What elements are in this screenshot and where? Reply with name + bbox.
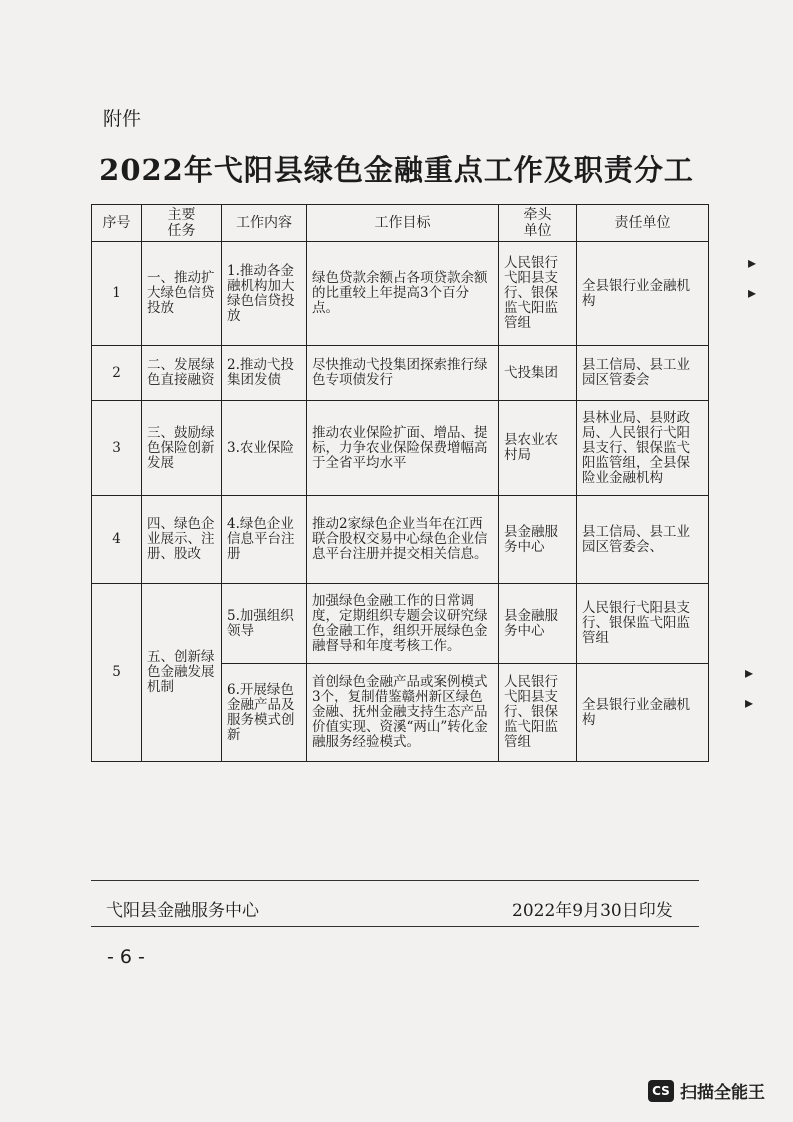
footer-top-rule (91, 880, 699, 881)
row-number: 5 (92, 584, 142, 762)
page-number: - 6 - (107, 946, 145, 968)
responsibility-table (91, 204, 709, 762)
row-resp: 全县银行业金融机构 (577, 664, 709, 762)
row-number: 4 (92, 496, 142, 584)
scan-mark: ▸ (748, 283, 757, 302)
issue-date: 2022年9月30日印发 (512, 901, 673, 921)
table-row (92, 242, 709, 346)
scan-mark: ▸ (745, 663, 754, 682)
row-resp: 县工信局、县工业园区管委会、 (577, 496, 709, 584)
row-content: 4.绿色企业信息平台注册 (222, 496, 307, 584)
row-task: 四、绿色企业展示、注册、股改 (142, 496, 222, 584)
header-lead: 牵头 单位 (499, 205, 577, 242)
scan-mark: ▸ (748, 253, 757, 272)
row-resp: 县工信局、县工业园区管委会 (577, 346, 709, 401)
row-resp: 全县银行业金融机构 (577, 242, 709, 346)
header-content: 工作内容 (222, 205, 307, 242)
header-task: 主要 任务 (142, 205, 222, 242)
row-number: 3 (92, 401, 142, 496)
row-task: 一、推动扩大绿色信贷投放 (142, 242, 222, 346)
row-lead: 县金融服务中心 (499, 584, 577, 664)
row-task: 二、发展绿色直接融资 (142, 346, 222, 401)
row-content: 5.加强组织领导 (222, 584, 307, 664)
camscanner-logo-icon: CS (648, 1080, 674, 1102)
table-row (92, 496, 709, 584)
row-lead: 县金融服务中心 (499, 496, 577, 584)
row-goal: 首创绿色金融产品或案例模式3个，复制借鉴赣州新区绿色金融、抚州金融支持生态产品价值实现、资溪“两山”转化金融服务经验模式。 (307, 664, 499, 762)
header-goal: 工作目标 (307, 205, 499, 242)
row-goal: 推动农业保险扩面、增品、提标，力争农业保险保费增幅高于全省平均水平 (307, 401, 499, 496)
header-seq: 序号 (92, 205, 142, 242)
row-lead: 人民银行弋阳县支行、银保监弋阳监管组 (499, 242, 577, 346)
row-goal: 尽快推动弋投集团探索推行绿色专项债发行 (307, 346, 499, 401)
table-row (92, 584, 709, 664)
row-goal: 绿色贷款余额占各项贷款余额的比重较上年提高3个百分点。 (307, 242, 499, 346)
row-goal: 推动2家绿色企业当年在江西联合股权交易中心绿色企业信息平台注册并提交相关信息。 (307, 496, 499, 584)
row-task: 五、创新绿色金融发展机制 (142, 584, 222, 762)
header-resp: 责任单位 (577, 205, 709, 242)
table-row (92, 401, 709, 496)
row-number: 1 (92, 242, 142, 346)
row-task: 三、鼓励绿色保险创新发展 (142, 401, 222, 496)
row-number: 2 (92, 346, 142, 401)
row-content: 6.开展绿色金融产品及服务模式创新 (222, 664, 307, 762)
watermark-text: 扫描全能王 (680, 1083, 765, 1103)
row-resp: 人民银行弋阳县支行、银保监弋阳监管组 (577, 584, 709, 664)
scan-mark: ▸ (745, 693, 754, 712)
row-goal: 加强绿色金融工作的日常调度，定期组织专题会议研究绿色金融工作，组织开展绿色金融督导和年度考核工作。 (307, 584, 499, 664)
table-row (92, 346, 709, 401)
row-lead: 人民银行弋阳县支行、银保监弋阳监管组 (499, 664, 577, 762)
row-content: 2.推动弋投集团发债 (222, 346, 307, 401)
row-lead: 县农业农村局 (499, 401, 577, 496)
row-content: 1.推动各金融机构加大绿色信贷投放 (222, 242, 307, 346)
issuer: 弋阳县金融服务中心 (106, 901, 259, 921)
attachment-label: 附件 (103, 108, 142, 130)
row-content: 3.农业保险 (222, 401, 307, 496)
row-lead: 弋投集团 (499, 346, 577, 401)
table-header-row (92, 205, 709, 242)
document-title: 2022年弋阳县绿色金融重点工作及职责分工 (99, 153, 694, 187)
footer-bottom-rule (91, 926, 699, 927)
scanner-watermark (648, 1078, 765, 1103)
row-resp: 县林业局、县财政局、人民银行弋阳县支行、银保监弋阳监管组，全县保险业金融机构 (577, 401, 709, 496)
